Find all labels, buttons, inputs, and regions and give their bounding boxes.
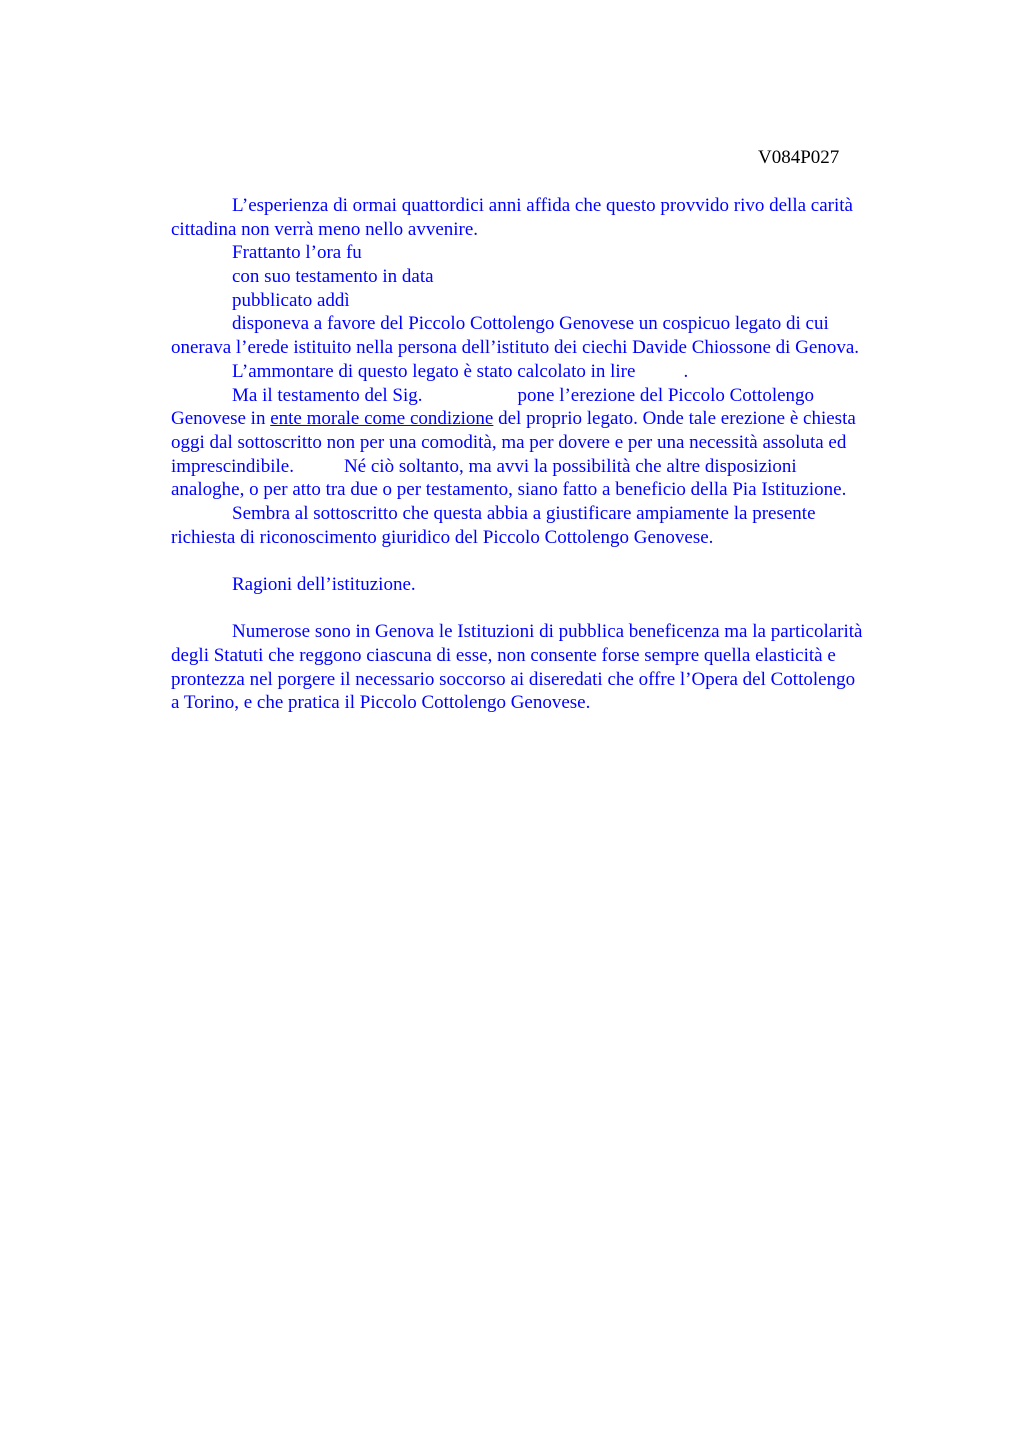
paragraph-ma-line-2 [171, 407, 931, 431]
paragraph-ma-line-1 [171, 384, 931, 408]
paragraph-sembra-line-1: Sembra al sottoscritto che questa abbia a giustificare ampiamente la presente [232, 502, 816, 524]
ammontare-text: L’ammontare di questo legato è stato calcolato in lire [232, 360, 636, 382]
ma-line-2-end: del proprio legato. Onde tale erezione è chiesta [493, 408, 856, 430]
blank-line [171, 549, 931, 573]
underlined-ente-morale: ente morale come condizione [270, 408, 494, 430]
paragraph-ammontare [171, 360, 931, 384]
ma-text-a: Ma il testamento del Sig. [232, 384, 423, 406]
paragraph-ma-line-3: oggi dal sottoscritto non per una comodità, ma per dovere e per una necessità assoluta ed [171, 431, 847, 453]
ma-text-b: pone l’erezione del Piccolo Cottolengo [517, 384, 815, 406]
document-reference-code: V084P027 [758, 147, 840, 168]
paragraph-testamento-data: con suo testamento in data [232, 266, 434, 288]
paragraph-esperienza-line-2: cittadina non verrà meno nello avvenire. [171, 218, 479, 240]
paragraph-numerose-line-1: Numerose sono in Genova le Istituzioni di pubblica beneficenza ma la particolarità [232, 621, 863, 643]
paragraph-sembra-line-2: richiesta di riconoscimento giuridico del Piccolo Cottolengo Genovese. [171, 526, 714, 548]
ammontare-period: . [683, 360, 689, 382]
paragraph-disponeva-line-1: disponeva a favore del Piccolo Cottolengo Genovese un cospicuo legato di cui [232, 313, 829, 335]
paragraph-frattanto: Frattanto l’ora fu [232, 242, 362, 264]
ma-line-2-start: Genovese in [171, 408, 271, 430]
paragraph-esperienza-line-1: L’esperienza di ormai quattordici anni affida che questo provvido rivo della carità [232, 195, 853, 216]
section-heading: Ragioni dell’istituzione. [232, 574, 416, 595]
paragraph-disponeva-line-2: onerava l’erede istituito nella persona dell’istituto dei ciechi Davide Chiossone di Genova. [171, 337, 860, 359]
paragraph-numerose-line-2: degli Statuti che reggono ciascuna di esse, non consente forse sempre quella elasticità e [171, 645, 836, 667]
paragraph-numerose-line-4: a Torino, e che pratica il Piccolo Cottolengo Genovese. [171, 692, 591, 714]
paragraph-pubblicato: pubblicato addì [232, 289, 350, 311]
blank-line [171, 597, 931, 621]
paragraph-numerose-line-3: prontezza nel porgere il necessario soccorso ai diseredati che offre l’Opera del Cottolengo [171, 668, 856, 690]
paragraph-ma-line-4 [171, 455, 931, 479]
document-body [171, 194, 931, 715]
ma-line-4-start: imprescindibile. [171, 455, 294, 477]
paragraph-ma-line-5: analoghe, o per atto tra due o per testamento, siano fatto a beneficio della Pia Istituzione. [171, 479, 847, 501]
ma-line-4-end: Né ciò soltanto, ma avvi la possibilità che altre disposizioni [343, 455, 797, 477]
